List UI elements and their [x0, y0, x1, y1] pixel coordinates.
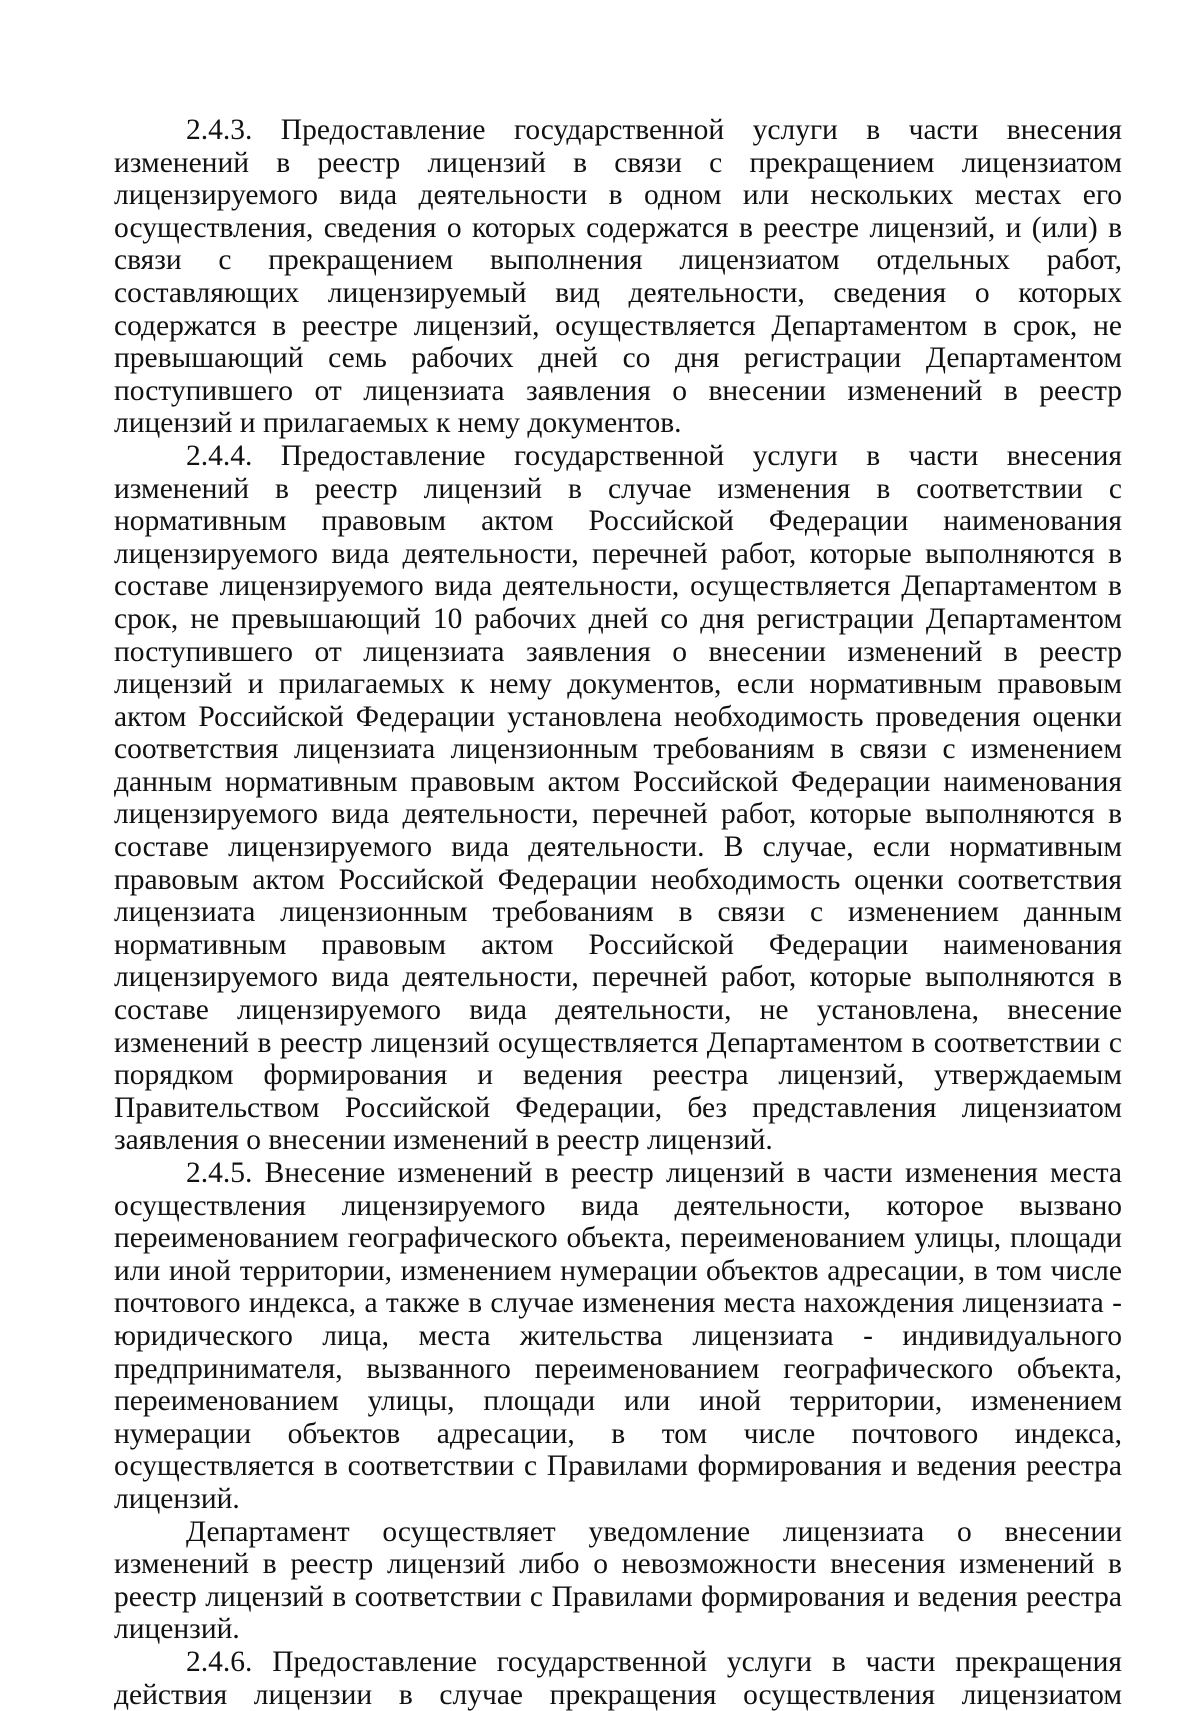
paragraph-2-4-3: 2.4.3. Предоставление государственной услуги в части внесения изменений в реестр лицензий в связи с прекращением лицензиатом лицензируемого вида деятельности в одном или нескольких местах его осуществления, сведения о которых содержатся в реестре лицензий, и (или) в связи с прекращением выполнения лицензиатом отдельных работ, составляющих лицензируемый вид деятельности, сведения о которых содержатся в реестре лицензий, осуществляется Департаментом в срок, не превышающий семь рабочих дней со дня регистрации Департаментом поступившего от лицензиата заявления о внесении изменений в реестр лицензий и прилагаемых к нему документов.: [114, 114, 1122, 440]
paragraph-2-4-5: 2.4.5. Внесение изменений в реестр лицензий в части изменения места осуществления лицензируемого вида деятельности, которое вызвано переименованием географического объекта, переименованием улицы, площади или иной территории, изменением нумерации объектов адресации, в том числе почтового индекса, а также в случае изменения места нахождения лицензиата - юридического лица, места жительства лицензиата - индивидуального предпринимателя, вызванного переименованием географического объекта, переименованием улицы, площади или иной территории, изменением нумерации объектов адресации, в том числе почтового индекса, осуществляется в соответствии с Правилами формирования и ведения реестра лицензий.: [114, 1157, 1122, 1515]
paragraph-2-4-4: 2.4.4. Предоставление государственной услуги в части внесения изменений в реестр лицензий в случае изменения в соответствии с нормативным правовым актом Российской Федерации наименования лицензируемого вида деятельности, перечней работ, которые выполняются в составе лицензируемого вида деятельности, осуществляется Департаментом в срок, не превышающий 10 рабочих дней со дня регистрации Департаментом поступившего от лицензиата заявления о внесении изменений в реестр лицензий и прилагаемых к нему документов, если нормативным правовым актом Российской Федерации установлена необходимость проведения оценки соответствия лицензиата лицензионным требованиям в связи с изменением данным нормативным правовым актом Российской Федерации наименования лицензируемого вида деятельности, перечней работ, которые выполняются в составе лицензируемого вида деятельности. В случае, если нормативным правовым актом Российской Федерации необходимость оценки соответствия лицензиата лицензионным требованиям в связи с изменением данным нормативным правовым актом Российской Федерации наименования лицензируемого вида деятельности, перечней работ, которые выполняются в составе лицензируемого вида деятельности, не установлена, внесение изменений в реестр лицензий осуществляется Департаментом в соответствии с порядком формирования и ведения реестра лицензий, утверждаемым Правительством Российской Федерации, без представления лицензиатом заявления о внесении изменений в реестр лицензий.: [114, 439, 1122, 1157]
document-body: [114, 114, 1122, 1711]
paragraph-2-4-6: 2.4.6. Предоставление государственной услуги в части прекращения действия лицензии в случае прекращения осуществления лицензиатом: [114, 1645, 1122, 1711]
paragraph-notification: Департамент осуществляет уведомление лицензиата о внесении изменений в реестр лицензий либо о невозможности внесения изменений в реестр лицензий в соответствии с Правилами формирования и ведения реестра лицензий.: [114, 1515, 1122, 1646]
